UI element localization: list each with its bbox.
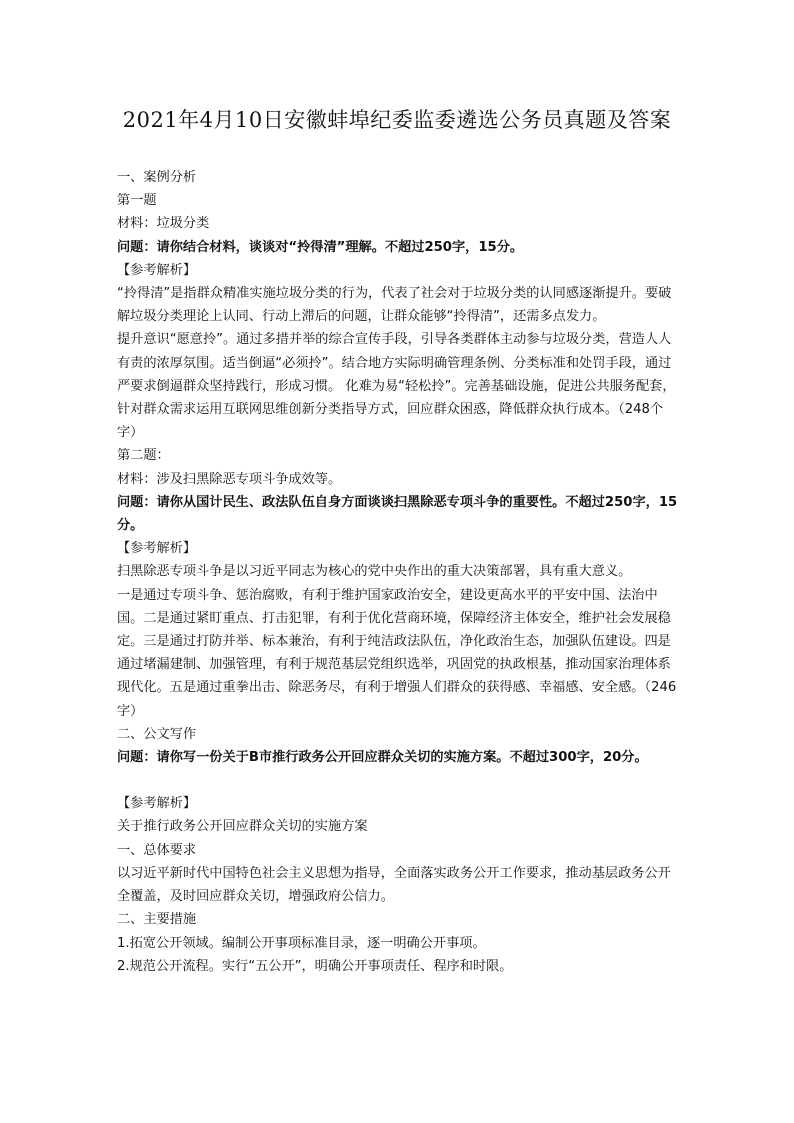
paragraph: “拎得清”是指群众精准实施垃圾分类的行为，代表了社会对于垃圾分类的认同感逐渐提升。要破解垃圾分类理论上认同、行动上滞后的问题，让群众能够“拎得清”，还需多点发力。 [117, 286, 672, 325]
question-line: 问题：请你从国计民生、政法队伍自身方面谈谈扫黑除恶专项斗争的重要性。不超过250字，15分。 [117, 494, 678, 534]
blank-line [117, 769, 682, 792]
paragraph: 1.拓宽公开领域。编制公开事项标准目录，逐一明确公开事项。 [117, 935, 486, 951]
paragraph: 第一题 [117, 193, 157, 209]
paragraph: 二、公文写作 [117, 726, 197, 742]
question-line: 问题：请你写一份关于B市推行政务公开回应群众关切的实施方案。不超过300字，20分。 [117, 750, 648, 766]
paragraph: 材料：涉及扫黑除恶专项斗争成效等。 [117, 471, 342, 487]
paragraph: 二、主要措施 [117, 912, 197, 928]
paragraph: 一、总体要求 [117, 842, 197, 858]
paragraph: 一、案例分析 [117, 170, 197, 185]
document-body [117, 166, 682, 978]
paragraph: 【参考解析】 [117, 541, 197, 557]
paragraph: 材料：垃圾分类 [117, 216, 210, 232]
paragraph: 【参考解析】 [117, 796, 197, 812]
paragraph: 以习近平新时代中国特色社会主义思想为指导，全面落实政务公开工作要求，推动基层政务公开全覆盖，及时回应群众关切，增强政府公信力。 [117, 865, 671, 905]
document-title: 2021年4月10日安徽蚌埠纪委监委遴选公务员真题及答案 [122, 108, 672, 132]
question-line: 问题：请你结合材料，谈谈对“拎得清”理解。不超过250字，15分。 [117, 239, 524, 255]
paragraph: 2.规范公开流程。实行“五公开”，明确公开事项责任、程序和时限。 [117, 958, 513, 974]
paragraph: 扫黑除恶专项斗争是以习近平同志为核心的党中央作出的重大决策部署，具有重大意义。 [117, 564, 632, 580]
paragraph: 第二题： [117, 448, 170, 464]
paragraph: 关于推行政务公开回应群众关切的实施方案 [117, 819, 368, 835]
paragraph: 【参考解析】 [117, 262, 197, 278]
paragraph: 提升意识“愿意拎”。通过多措并举的综合宣传手段，引导各类群体主动参与垃圾分类，营造人人有责的浓厚氛围。适当倒逼“必须拎”。结合地方实际明确管理条例、分类标准和处罚手段，通过严要求倒逼群众坚持践行，形成习惯。 化难为易“轻松拎”。完善基础设施，促进公共服务配套，针对群众需求运用互联网思维创新分类指导方式，回应群众困惑，降低群众执行成本。（248个字） [117, 332, 676, 441]
paragraph: 一是通过专项斗争、惩治腐败，有利于维护国家政治安全，建设更高水平的平安中国、法治中国。二是通过紧盯重点、打击犯罪，有利于优化营商环境，保障经济主体安全，维护社会发展稳定。三是通过打防并举、标本兼治，有利于纯洁政法队伍，净化政治生态，加强队伍建设。四是通过堵漏建制、加强管理，有利于规范基层党组织选举，巩固党的执政根基，推动国家治理体系现代化。五是通过重拳出击、除恶务尽，有利于增强人们群众的获得感、幸福感、安全感。（246字） [117, 587, 677, 719]
